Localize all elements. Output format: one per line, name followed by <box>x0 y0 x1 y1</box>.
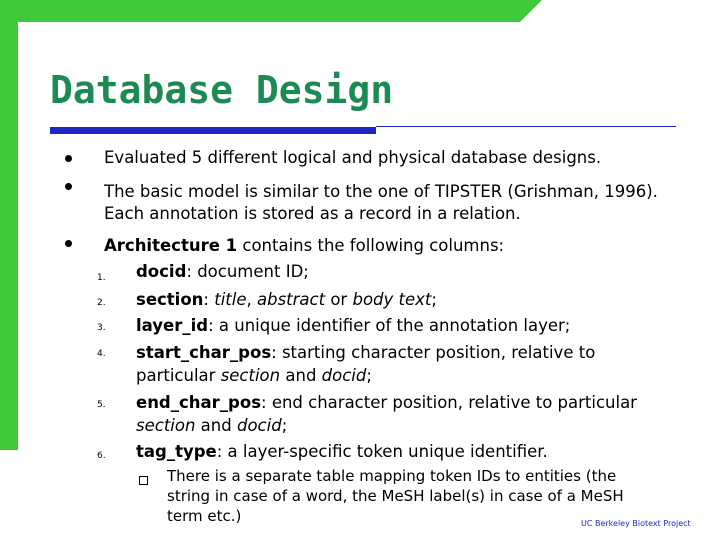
square-bullet-icon <box>139 476 148 485</box>
item-number: 4. <box>97 349 106 359</box>
architecture-label: Architecture 1 <box>104 236 238 255</box>
column-item-docid: docid: document ID; <box>136 262 309 281</box>
bullet-dot <box>65 240 72 247</box>
item-number: 6. <box>97 451 106 461</box>
subnote <box>167 466 624 526</box>
item-number: 3. <box>97 323 106 333</box>
subnote-line-3: term etc.) <box>167 507 242 525</box>
footer-credit: UC Berkeley Biotext Project <box>581 519 691 528</box>
bullet-1-text: Evaluated 5 different logical and physical database designs. <box>104 148 602 167</box>
column-item-start-char-pos-cont: particular section and docid; <box>136 366 372 385</box>
item-number: 2. <box>97 298 106 308</box>
column-item-layer-id: layer_id: a unique identifier of the annotation layer; <box>136 316 571 335</box>
column-item-tag-type: tag_type: a layer-specific token unique identifier. <box>136 442 548 461</box>
slide-corner <box>18 22 58 62</box>
item-number: 1. <box>97 273 106 283</box>
bullet-3-text <box>104 236 504 256</box>
item-number: 5. <box>97 400 106 410</box>
subnote-line-1: There is a separate table mapping token IDs to entities (the <box>167 467 617 485</box>
bullet-dot <box>65 155 72 162</box>
title-rule-thick <box>50 127 376 134</box>
slide-title: Database Design <box>50 68 394 112</box>
architecture-rest: contains the following columns: <box>237 236 505 255</box>
column-item-end-char-pos-cont: section and docid; <box>136 416 288 435</box>
title-rule-thin <box>376 126 676 127</box>
bullet-dot <box>65 183 72 190</box>
column-item-end-char-pos: end_char_pos: end character position, relative to particular <box>136 393 637 412</box>
bullet-2-line-2: Each annotation is stored as a record in a relation. <box>104 204 521 223</box>
top-green-band <box>0 0 520 22</box>
bullet-2-line-1: The basic model is similar to the one of TIPSTER (Grishman, 1996). <box>104 182 658 201</box>
column-item-start-char-pos: start_char_pos: starting character position, relative to <box>136 343 596 362</box>
left-green-band <box>0 0 18 450</box>
column-item-section: section: title, abstract or body text; <box>136 290 437 309</box>
top-green-band-slant <box>520 0 542 22</box>
subnote-line-2: string in case of a word, the MeSH label(s) in case of a MeSH <box>167 487 624 505</box>
